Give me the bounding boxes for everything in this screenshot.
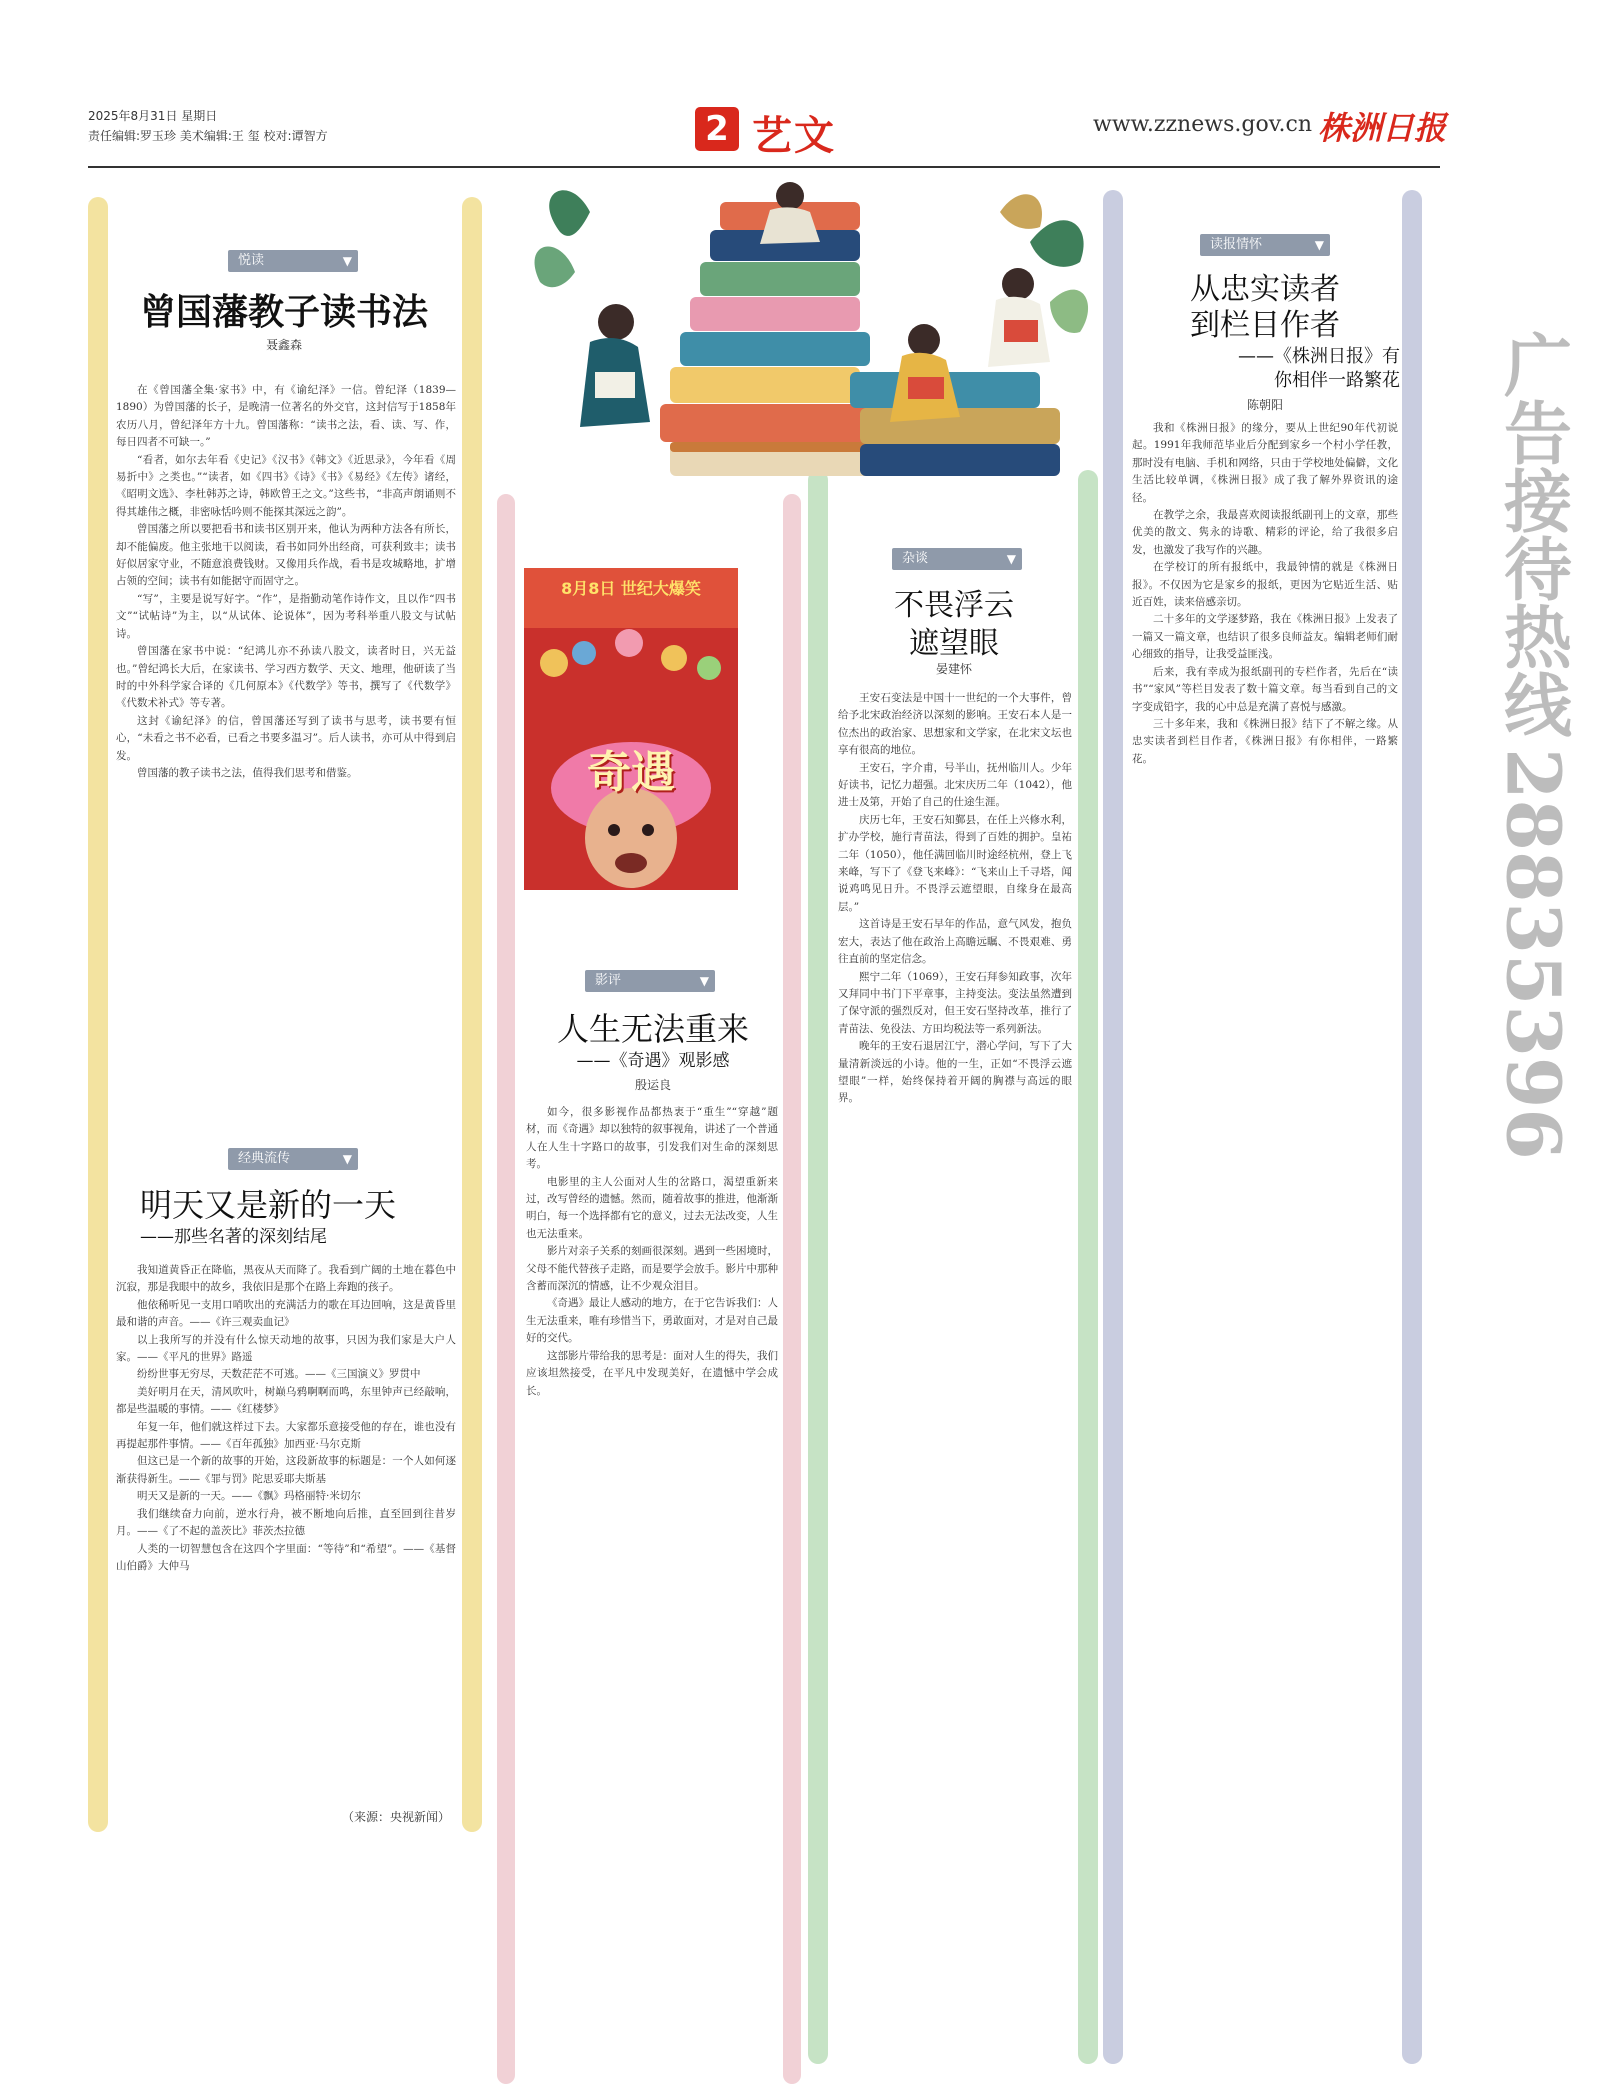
paragraph: “写”，主要是说写好字。“作”，是指勤动笔作诗作文，且以作“四书文”“试帖诗”为主，以“从试体、论说体”，因为考科举重八股文与试帖诗。: [116, 592, 456, 640]
editor-credits: 责任编辑:罗玉珍 美术编辑:王 玺 校对:谭智方: [88, 129, 328, 143]
movie-poster: [524, 568, 738, 890]
site-url[interactable]: www.zznews.gov.cn: [1093, 112, 1312, 137]
paragraph: 王安石，字介甫，号半山，抚州临川人。少年好读书，记忆力超强。北宋庆历二年（1042），他进士及第，开始了自己的仕途生涯。: [838, 761, 1072, 809]
paragraph: 明天又是新的一天。——《飘》玛格丽特·米切尔: [137, 1490, 361, 1503]
article-title: 曾国藩教子读书法: [139, 292, 428, 333]
article-title-line1: 不畏浮云: [894, 588, 1014, 623]
advert-text: 广告接待热线: [1492, 330, 1573, 738]
article-body: [1132, 420, 1398, 2060]
article-tag-reading: 悦读 ▼: [228, 250, 358, 272]
paragraph: 以上我所写的并没有什么惊天动地的故事，只因为我们家是大户人家。——《平凡的世界》路遥: [116, 1333, 456, 1364]
article-title-line2: 遮望眼: [909, 626, 999, 661]
article-tag-reader-memoir: 读报情怀 ▼: [1200, 234, 1330, 256]
paragraph: 我知道黄昏正在降临，黑夜从天而降了。我看到广阔的土地在暮色中沉寂，那是我眼中的故乡，我依旧是那个在路上奔跑的孩子。: [116, 1264, 456, 1294]
column-bar-center: [1078, 470, 1098, 2064]
column-bar-right: [1103, 190, 1123, 2064]
paragraph: 我们继续奋力向前，逆水行舟，被不断地向后推，直至回到往昔岁月。——《了不起的盖茨比》菲茨杰拉德: [116, 1507, 456, 1538]
header-divider: [88, 166, 1440, 168]
column-bar-left: [88, 197, 108, 1832]
poster-tagline: 8月8日 世纪大爆笑: [561, 579, 701, 598]
article-subtitle: ——那些名著的深刻结尾: [140, 1227, 327, 1247]
paragraph: 三十多年来，我和《株洲日报》结下了不解之缘。从忠实读者到栏目作者，《株洲日报》有你相伴，一路繁花。: [1132, 717, 1398, 765]
paragraph: 在《曾国藩全集·家书》中，有《谕纪泽》一信。曾纪泽（1839—1890）为曾国藩的长子，是晚清一位著名的外交官，这封信写于1858年农历八月，曾纪泽年方十九。曾国藩称：“读书之法，看、读、写、作，每日四者不可缺一。”: [116, 384, 456, 449]
paragraph: 如今，很多影视作品都热衷于“重生”“穿越”题材，而《奇遇》却以独特的叙事视角，讲述了一个普通人在人生十字路口的故事，引发我们对生命的深刻思考。: [526, 1106, 778, 1171]
paragraph: 晚年的王安石退居江宁，潜心学问，写下了大量清新淡远的小诗。他的一生，正如“不畏浮云遮望眼”一样，始终保持着开阔的胸襟与高远的眼界。: [838, 1040, 1072, 1105]
paragraph: 曾国藩之所以要把看书和读书区别开来，他认为两种方法各有所长，却不能偏废。他主张地干以阅读，看书如同外出经商，可获利致丰；读书好似居家守业，不随意浪费钱财。又像用兵作战，看书是攻城略地，扩增占领的空间；读书有如能据守而固守之。: [116, 523, 456, 588]
article-title: 人生无法重来: [556, 1010, 749, 1048]
page-number-badge: 2: [695, 107, 739, 151]
paragraph: 纷纷世事无穷尽，天数茫茫不可逃。——《三国演义》罗贯中: [137, 1368, 421, 1381]
paragraph: 熙宁二年（1069），王安石拜参知政事，次年又拜同中书门下平章事，主持变法。变法虽然遭到了保守派的强烈反对，但王安石坚持改革，推行了青苗法、免役法、方田均税法等一系列新法。: [838, 970, 1072, 1035]
source-credit: （来源：央视新闻）: [341, 1810, 450, 1824]
newspaper-masthead: 株洲日报: [1318, 109, 1447, 147]
article-author: 陈朝阳: [1246, 398, 1283, 412]
article-author: 晏建怀: [935, 662, 972, 676]
paragraph: 曾国藩在家书中说：“纪鸿儿亦不孙读八股文，读者时日，兴无益也。”曾纪鸿长大后，在家读书、学习西方数学、天文、地理，他研读了当时的中外科学家合译的《几何原本》《代数学》等书，撰写了《代数学》《代数术补式》等专著。: [116, 645, 456, 710]
paragraph: 但这已是一个新的故事的开始，这段新故事的标题是：一个人如何逐渐获得新生。——《罪与罚》陀思妥耶夫斯基: [116, 1455, 456, 1485]
article-author: 殷运良: [634, 1078, 671, 1092]
poster-title: 奇遇: [587, 747, 675, 798]
paragraph: 人类的一切智慧包含在这四个字里面：“等待”和“希望”。——《基督山伯爵》大仲马: [116, 1542, 456, 1572]
article-tag-film-review: 影评 ▼: [585, 970, 715, 992]
paragraph: 曾国藩的教子读书之法，值得我们思考和借鉴。: [137, 766, 358, 779]
article-body: [838, 690, 1072, 2070]
article-body: [116, 382, 456, 1142]
paragraph: “看者，如尔去年看《史记》《汉书》《韩文》《近思录》，今年看《周易折中》之类也。”“读者，如《四书》《诗》《书》《易经》《左传》诸经，《昭明文选》、李杜韩苏之诗，韩欧曾王之文。”这些书，“非高声朗诵则不得其雄伟之概，非密咏恬吟则不能探其深远之韵”。: [116, 453, 456, 518]
article-body: [116, 1262, 456, 1802]
advert-phone-number[interactable]: 28835396: [1489, 748, 1576, 1160]
article-tag-essay: 杂谈 ▼: [892, 548, 1022, 570]
column-bar-middle: [497, 494, 515, 2084]
issue-date: 2025年8月31日 星期日: [88, 109, 218, 123]
article-body: [526, 1104, 778, 1804]
article-title-line2: 到栏目作者: [1190, 308, 1340, 343]
paragraph: 《奇遇》最让人感动的地方，在于它告诉我们：人生无法重来，唯有珍惜当下，勇敢面对，才是对自己最好的交代。: [526, 1297, 778, 1345]
article-tag-classics: 经典流传 ▼: [228, 1148, 358, 1170]
paragraph: 在教学之余，我最喜欢阅读报纸副刊上的文章，那些优美的散文、隽永的诗歌、精彩的评论，给了我很多启发，也激发了我写作的兴趣。: [1132, 509, 1398, 556]
paragraph: 这部影片带给我的思考是：面对人生的得失，我们应该坦然接受，在平凡中发现美好，在遗憾中学会成长。: [526, 1349, 778, 1397]
paragraph: 王安石变法是中国十一世纪的一个大事件，曾给予北宋政治经济以深刻的影响。王安石本人是一位杰出的政治家、思想家和文学家，在北宋文坛也享有很高的地位。: [838, 692, 1072, 757]
article-author: 聂鑫森: [265, 338, 302, 352]
paragraph: 美好明月在天，清风吹叶，树巅乌鸦啊啊而鸣，东里钟声已经敲响，都是些温暖的事情。——《红楼梦》: [116, 1385, 456, 1416]
paragraph: 年复一年，他们就这样过下去。大家都乐意接受他的存在，谁也没有再提起那件事情。——《百年孤独》加西亚·马尔克斯: [116, 1420, 456, 1451]
paragraph: 我和《株洲日报》的缘分，要从上世纪90年代初说起。1991年我师范毕业后分配到家乡一个村小学任教，那时没有电脑、手机和网络，只由于学校地处偏僻，文化生活比较单调，《株洲日报》成了我了解外界资讯的途径。: [1132, 422, 1398, 504]
paragraph: 庆历七年，王安石知鄞县，在任上兴修水利，扩办学校，施行青苗法，得到了百姓的拥护。皇祐二年（1050），他任满回临川时途经杭州，登上飞来峰，写下了《登飞来峰》：“飞来山上千寻塔，闻说鸡鸣见日升。不畏浮云遮望眼，自缘身在最高层。”: [838, 813, 1072, 913]
column-bar-right: [1402, 190, 1422, 2064]
reading-illustration: [520, 172, 1100, 502]
paragraph: 影片对亲子关系的刻画很深刻。遇到一些困境时，父母不能代替孩子走路，而是要学会放手。影片中那种含蓄而深沉的情感，让不少观众泪目。: [526, 1245, 778, 1293]
paragraph: 在学校订的所有报纸中，我最钟情的就是《株洲日报》。不仅因为它是家乡的报纸，更因为它贴近生活、贴近百姓，读来倍感亲切。: [1132, 561, 1398, 609]
article-title: 明天又是新的一天: [140, 1186, 397, 1224]
column-bar-center: [808, 470, 828, 2064]
advert-hotline: [1482, 330, 1582, 1160]
paragraph: 这封《谕纪泽》的信，曾国藩还写到了读书与思考，读书要有恒心，“未看之书不必看，已看之书要多温习”。后人读书，亦可从中得到启发。: [116, 714, 456, 762]
paragraph: 后来，我有幸成为报纸副刊的专栏作者，先后在“读书”“家风”等栏目发表了数十篇文章。每当看到自己的文字变成铅字，我的心中总是充满了喜悦与感激。: [1132, 665, 1398, 713]
paragraph: 他依稀听见一支用口哨吹出的充满活力的歌在耳边回响，这是黄昏里最和谐的声音。——《许三观卖血记》: [116, 1298, 456, 1329]
article-title-line1: 从忠实读者: [1190, 272, 1340, 307]
paragraph: 二十多年的文学逐梦路，我在《株洲日报》上发表了一篇又一篇文章，也结识了很多良师益友。编辑老师们耐心细致的指导，让我受益匪浅。: [1132, 613, 1398, 661]
paragraph: 这首诗是王安石早年的作品，意气风发，抱负宏大，表达了他在政治上高瞻远瞩、不畏艰难、勇往直前的坚定信念。: [838, 918, 1072, 966]
column-bar-middle: [783, 494, 801, 2084]
article-subtitle: ——《奇遇》观影感: [576, 1051, 730, 1071]
article-subtitle-line1: ——《株洲日报》有: [1238, 346, 1400, 367]
article-subtitle-line2: 你相伴一路繁花: [1274, 370, 1400, 391]
section-title: 艺文: [752, 113, 836, 159]
paragraph: 电影里的主人公面对人生的岔路口，渴望重新来过，改写曾经的遗憾。然而，随着故事的推进，他渐渐明白，每一个选择都有它的意义，过去无法改变，人生也无法重来。: [526, 1175, 778, 1240]
column-bar-left: [462, 197, 482, 1832]
